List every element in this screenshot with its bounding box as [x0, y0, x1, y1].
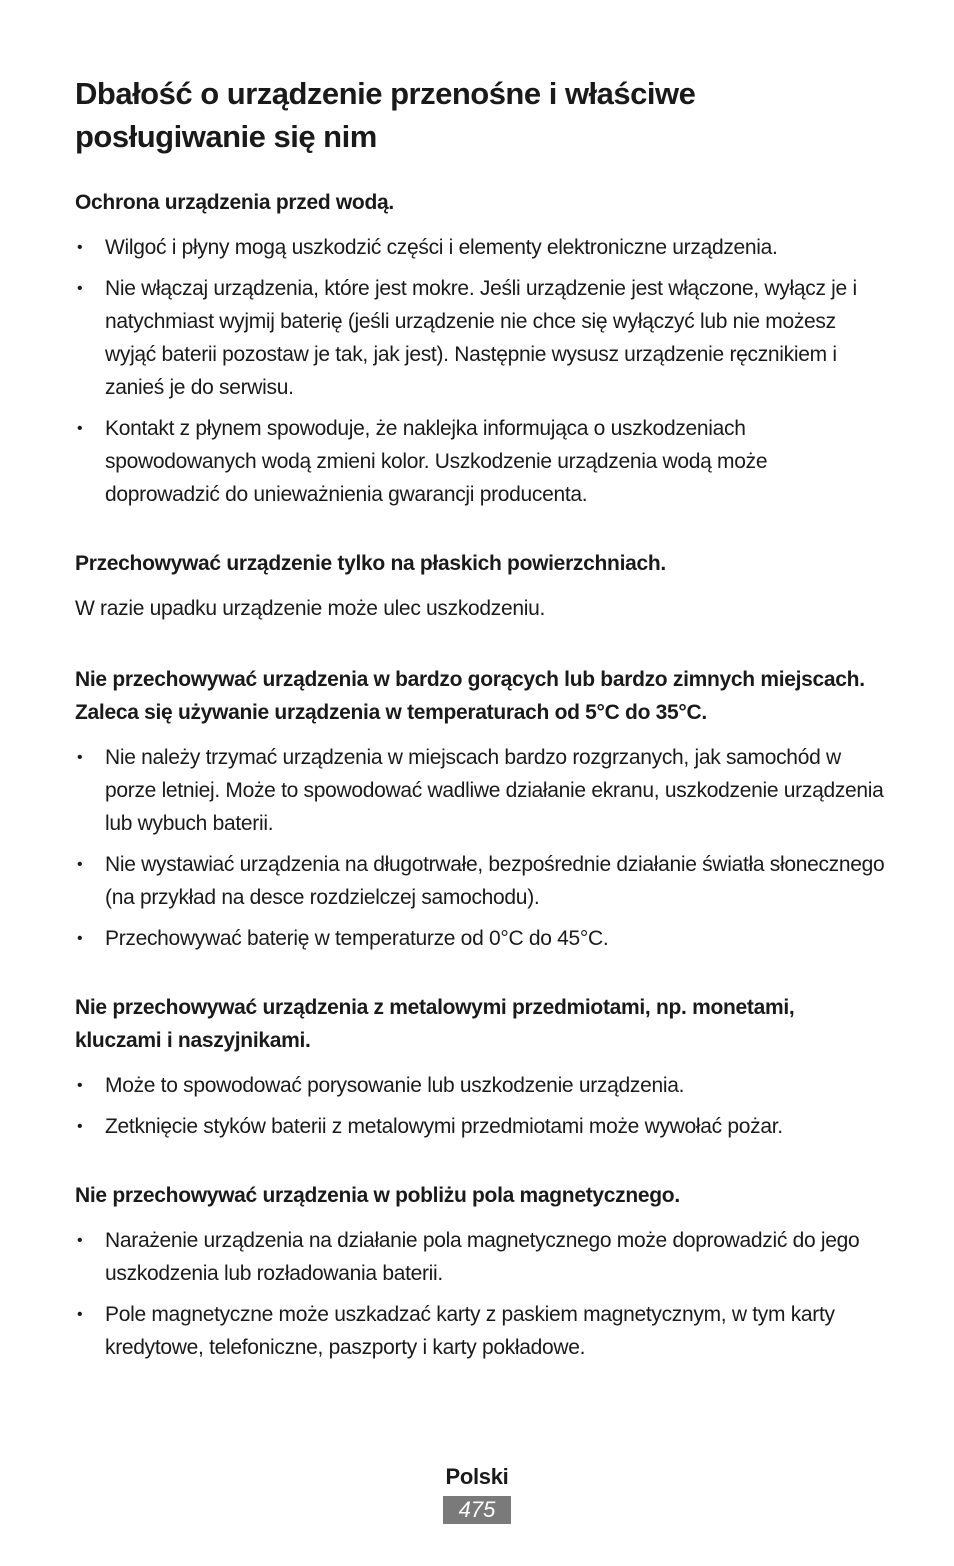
bullet-list	[75, 741, 885, 955]
bullet-icon: •	[77, 1077, 83, 1094]
list-item: • Zetknięcie styków baterii z metalowymi przedmiotami może wywołać pożar.	[75, 1110, 885, 1143]
list-item: • Narażenie urządzenia na działanie pola magnetycznego może doprowadzić do jego uszkodzenia lub rozładowania baterii.	[75, 1224, 885, 1290]
bullet-list	[75, 1069, 885, 1143]
section-metal-objects	[75, 991, 885, 1143]
section-temperature	[75, 663, 885, 955]
section-heading: Przechowywać urządzenie tylko na płaskich powierzchniach.	[75, 552, 666, 575]
section-heading: Nie przechowywać urządzenia w bardzo gorących lub bardzo zimnych miejscach. Zaleca się używanie urządzenia w temperaturach od 5°C do 35°C.	[75, 668, 865, 724]
section-heading: Nie przechowywać urządzenia w pobliżu pola magnetycznego.	[75, 1184, 680, 1207]
bullet-icon: •	[77, 1232, 83, 1249]
page-footer	[0, 1462, 954, 1524]
page-title: Dbałość o urządzenie przenośne i właściwe posługiwanie się nim	[75, 76, 696, 154]
list-item: • Przechowywać baterię w temperaturze od 0°C do 45°C.	[75, 922, 885, 955]
bullet-icon: •	[77, 1306, 83, 1323]
list-item: • Nie należy trzymać urządzenia w miejscach bardzo rozgrzanych, jak samochód w porze letniej. Może to spowodować wadliwe działanie ekranu, uszkodzenie urządzenia lub wybuch baterii.	[75, 741, 885, 840]
section-water-protection	[75, 186, 885, 511]
bullet-icon: •	[77, 856, 83, 873]
list-item: • Nie włączaj urządzenia, które jest mokre. Jeśli urządzenie jest włączone, wyłącz je i natychmiast wyjmij baterię (jeśli urządzenie nie chce się wyłączyć lub nie możesz wyjąć baterii pozostaw je tak, jak jest). Następnie wysusz urządzenie ręcznikiem i zanieś je do serwisu.	[75, 272, 885, 404]
section-magnetic-field	[75, 1179, 885, 1364]
bullet-list	[75, 231, 885, 511]
section-heading: Nie przechowywać urządzenia z metalowymi przedmiotami, np. monetami, kluczami i naszyjnikami.	[75, 996, 795, 1052]
list-item: • Nie wystawiać urządzenia na długotrwałe, bezpośrednie działanie światła słonecznego (na przykład na desce rozdzielczej samochodu).	[75, 848, 885, 914]
bullet-icon: •	[77, 280, 83, 297]
section-heading: Ochrona urządzenia przed wodą.	[75, 191, 394, 214]
list-item: • Pole magnetyczne może uszkadzać karty z paskiem magnetycznym, w tym karty kredytowe, telefoniczne, paszporty i karty pokładowe.	[75, 1298, 885, 1364]
list-item: • Kontakt z płynem spowoduje, że naklejka informująca o uszkodzeniach spowodowanych wodą zmieni kolor. Uszkodzenie urządzenia wodą może doprowadzić do unieważnienia gwarancji producenta.	[75, 412, 885, 511]
bullet-icon: •	[77, 749, 83, 766]
bullet-icon: •	[77, 239, 83, 256]
list-item: • Może to spowodować porysowanie lub uszkodzenie urządzenia.	[75, 1069, 885, 1102]
footer-language: Polski	[445, 1464, 509, 1489]
bullet-icon: •	[77, 1118, 83, 1135]
list-item: • Wilgoć i płyny mogą uszkodzić części i elementy elektroniczne urządzenia.	[75, 231, 885, 264]
document-page	[75, 72, 885, 1400]
bullet-icon: •	[77, 420, 83, 437]
section-flat-surfaces	[75, 547, 885, 625]
page-number: 475	[443, 1496, 511, 1524]
section-text: W razie upadku urządzenie może ulec uszkodzeniu.	[75, 597, 546, 620]
bullet-list	[75, 1224, 885, 1364]
bullet-icon: •	[77, 930, 83, 947]
